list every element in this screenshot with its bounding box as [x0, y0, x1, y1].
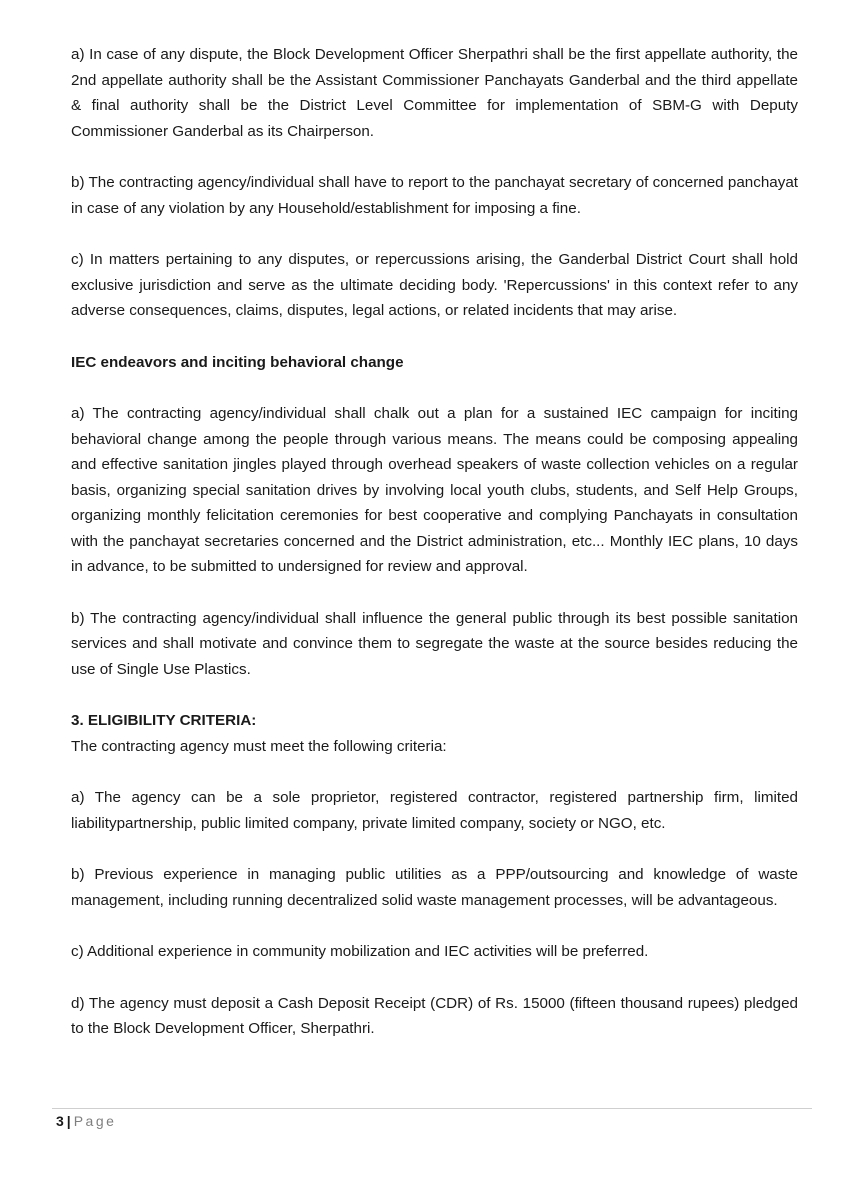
iec-clause-a: a) The contracting agency/individual shall chalk out a plan for a sustained IEC campaign for inciting behavioral change among the people through various means. The means could be composing appealing and effective sanitation jingles played through overhead speakers of waste collection vehicles on a regular basis, organizing special sanitation drives by involving local youth clubs, students, and Self Help Groups, organizing monthly felicitation ceremonies for best cooperative and complying Panchayats in consultation with the panchayat secretaries concerned and the District administration, etc... Monthly IEC plans, 10 days in advance, to be submitted to undersigned for review and approval.	[71, 405, 798, 575]
page-label: Page	[73, 1113, 117, 1129]
eligibility-criterion-b: b) Previous experience in managing public utilities as a PPP/outsourcing and knowledge of waste management, including running decentralized solid waste management processes, will be advantageous.	[71, 866, 798, 909]
eligibility-criterion-a: a) The agency can be a sole proprietor, registered contractor, registered partnership firm, limited liabilitypartnership, public limited company, private limited company, society or NGO, etc.	[71, 789, 798, 832]
eligibility-criterion-d: d) The agency must deposit a Cash Deposit Receipt (CDR) of Rs. 15000 (fifteen thousand rupees) pledged to the Block Development Officer, Sherpathri.	[71, 994, 798, 1037]
document-body	[71, 42, 798, 1042]
dispute-clause-b: b) The contracting agency/individual shall have to report to the panchayat secretary of concerned panchayat in case of any violation by any Household/establishment for imposing a fine.	[71, 174, 798, 217]
eligibility-criterion-c: c) Additional experience in community mobilization and IEC activities will be preferred.	[71, 943, 649, 960]
dispute-clause-a: a) In case of any dispute, the Block Development Officer Sherpathri shall be the first appellate authority, the 2nd appellate authority shall be the Assistant Commissioner Panchayats Ganderbal and the third appellate & final authority shall be the District Level Committee for implementation of SBM-G with Deputy Commissioner Ganderbal as its Chairperson.	[71, 46, 798, 140]
dispute-clause-c: c) In matters pertaining to any disputes, or repercussions arising, the Ganderbal District Court shall hold exclusive jurisdiction and serve as the ultimate deciding body. 'Repercussions' in this context refer to any adverse consequences, claims, disputes, legal actions, or related incidents that may arise.	[71, 251, 798, 319]
page-footer	[56, 1111, 116, 1131]
iec-clause-b: b) The contracting agency/individual shall influence the general public through its best possible sanitation services and shall motivate and convince them to segregate the waste at the source besides reducing the use of Single Use Plastics.	[71, 609, 798, 678]
page-number: 3	[56, 1113, 64, 1129]
iec-heading: IEC endeavors and inciting behavioral change	[71, 353, 404, 371]
footer-separator: |	[66, 1113, 71, 1129]
eligibility-heading: 3. ELIGIBILITY CRITERIA:	[71, 712, 257, 729]
eligibility-intro: The contracting agency must meet the following criteria:	[71, 737, 447, 755]
footer-divider	[52, 1108, 812, 1109]
